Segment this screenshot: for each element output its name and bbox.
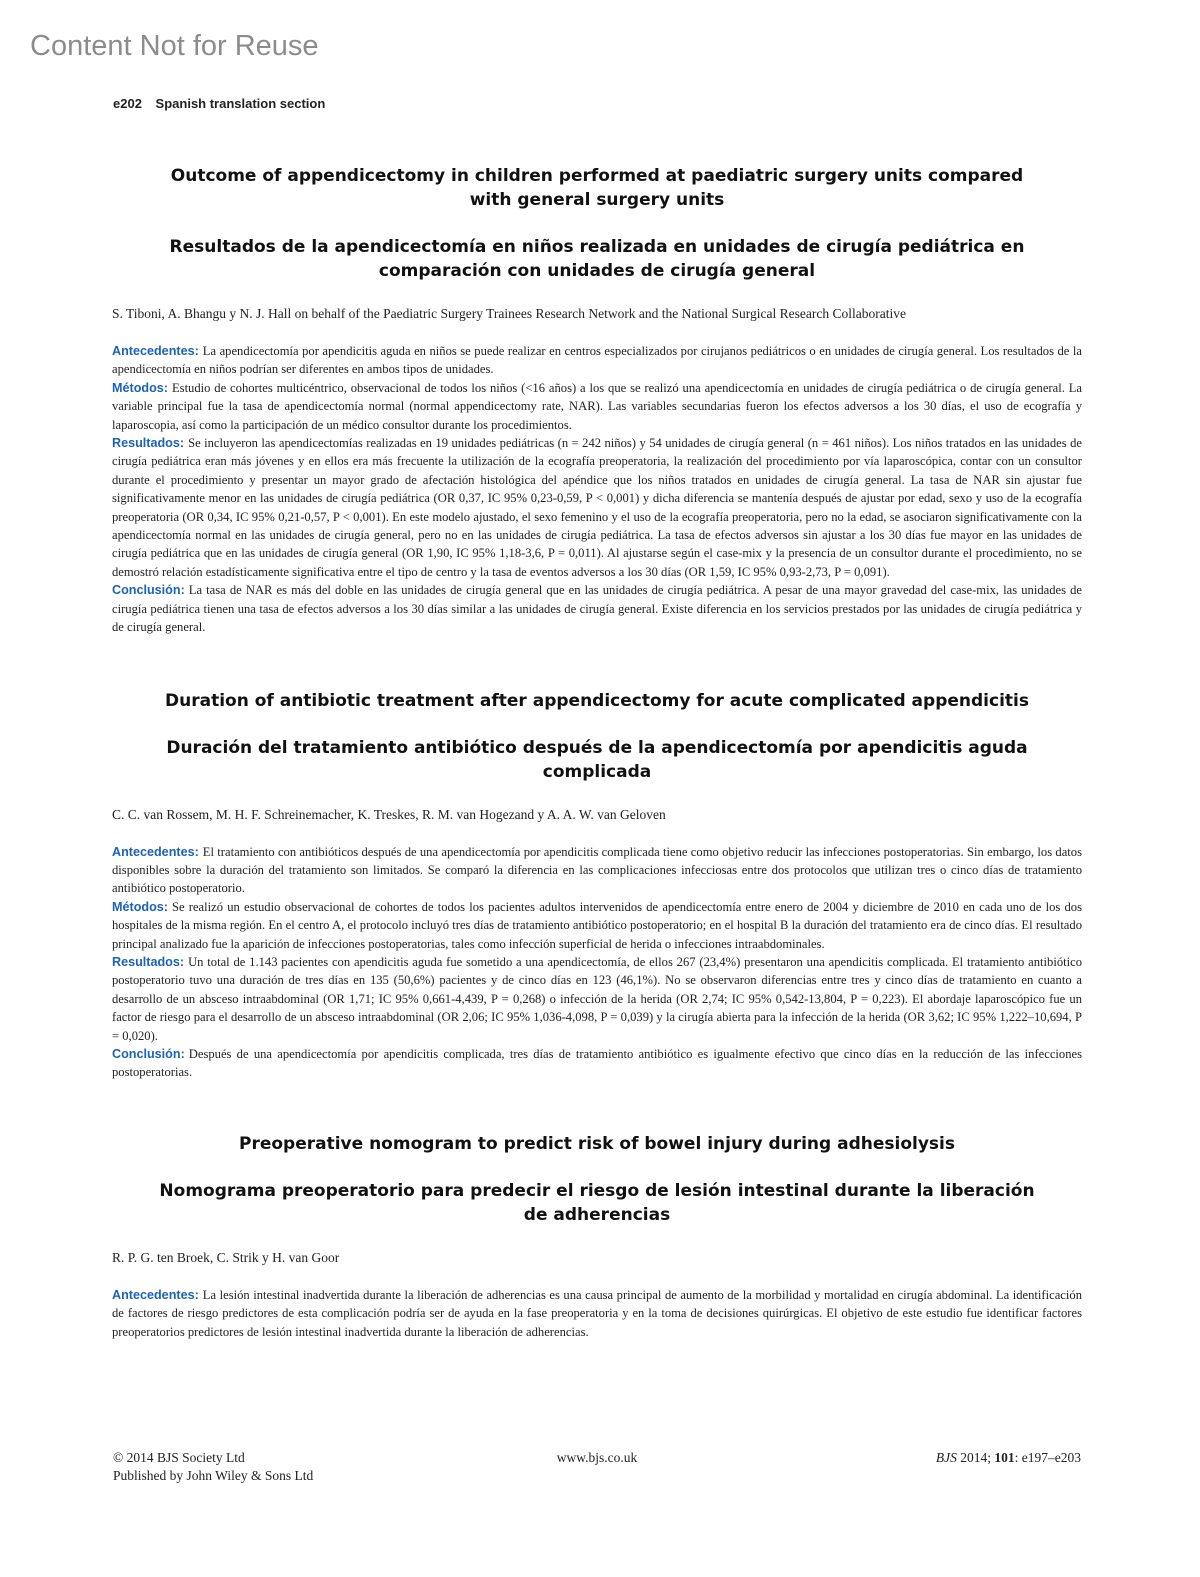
publisher: Published by John Wiley & Sons Ltd [113, 1468, 314, 1483]
article-title-es: Duración del tratamiento antibiótico después de la apendicectomía por apendicitis aguda complicada [166, 737, 1028, 782]
footer-url: www.bjs.co.uk [556, 1450, 638, 1465]
section-text: Se incluyeron las apendicectomías realizadas en 19 unidades pediátricas (n = 242 niños) y 54 unidades de cirugía general (n = 461 niños). Los niños tratados en las unidades de cirugía pediátrica eran más jóvenes y en ellos era más frecuente la utilización de la ecografía preoperatoria, la realización del procedimiento por vía laparoscópica, contar con un consultor durante el procedimiento y presentar un mayor grado de afectación histológica del apéndice que los niños tratados en unidades de cirugía general. La tasa de NAR sin ajustar fue significativamente menor en las unidades de cirugía pediátrica (OR 0,37, IC 95% 0,23-0,59, P < 0,001) y dicha diferencia se mantenía después de ajustar por edad, sexo y uso de la ecografía preoperatoria (OR 0,34, IC 95% 0,21-0,57, P < 0,001). En este modelo ajustado, el sexo femenino y el uso de la ecografía preoperatoria, pero no la edad, se asociaron significativamente con la apendicectomía normal en las unidades de cirugía general, pero no en las unidades de cirugía pediátrica. La tasa de efectos adversos sin ajustar a los 30 días fue mayor en las unidades de cirugía pediátrica que en las unidades de cirugía general (OR 1,90, IC 95% 1,18-3,6, P = 0,011). Al ajustarse según el case-mix y la presencia de un consultor durante el procedimiento, no se demostró relación estadísticamente significativa entre el tipo de centro y la tasa de eventos adversos a los 30 días (OR 1,59, IC 95% 0,93-2,73, P = 0,091). [112, 436, 1082, 579]
journal-name: BJS [935, 1450, 957, 1465]
article-authors: R. P. G. ten Broek, C. Strik y H. van Goor [112, 1249, 340, 1265]
abstract-section [112, 843, 1082, 898]
section-text: La apendicectomía por apendicitis aguda en niños se puede realizar en centros especializados por cirujanos pediátricos o en unidades de cirugía general. Los resultados de la apendicectomía en niños podrían ser diferentes en ambos tipos de unidades. [112, 344, 1082, 377]
abstract-section [112, 1045, 1082, 1082]
article-title-en: Outcome of appendicectomy in children performed at paediatric surgery units compared with general surgery units [170, 166, 1024, 210]
journal-pages: : e197–e203 [1014, 1450, 1081, 1465]
abstract [112, 342, 1082, 637]
abstract [112, 843, 1082, 1082]
copyright: © 2014 BJS Society Ltd [113, 1450, 245, 1465]
abstract-section [112, 581, 1082, 636]
section-label: Conclusión: [112, 583, 185, 598]
article-title-es: Nomograma preoperatorio para predecir el riesgo de lesión intestinal durante la liberación de adherencias [159, 1180, 1035, 1225]
abstract-section [112, 342, 1082, 379]
section-label: Resultados: [112, 954, 185, 969]
section-label: Conclusión: [112, 1046, 185, 1061]
section-name: Spanish translation section [155, 96, 326, 111]
abstract-section [112, 1286, 1082, 1341]
section-label: Métodos: [112, 380, 168, 395]
abstract-section [112, 898, 1082, 953]
journal-citation [936, 1449, 1081, 1467]
watermark: Content Not for Reuse [30, 30, 319, 62]
section-label: Antecedentes: [112, 844, 199, 859]
article-title-es: Resultados de la apendicectomía en niños realizada en unidades de cirugía pediátrica en comparación con unidades de cirugía general [169, 237, 1025, 281]
section-text: El tratamiento con antibióticos después de una apendicectomía por apendicitis complicada tiene como objetivo reducir las infecciones postoperatorias. Sin embargo, los datos disponibles sobre la duración del tratamiento son limitados. Se comparó la diferencia en las complicaciones infecciosas entre dos protocolos que utilizan tres o cinco días de tratamiento antibiótico postoperatorio. [112, 844, 1082, 896]
article-authors: S. Tiboni, A. Bhangu y N. J. Hall on behalf of the Paediatric Surgery Trainees Research Network and the National Surgical Research Collaborative [112, 306, 906, 321]
abstract [112, 1286, 1082, 1341]
article-authors: C. C. van Rossem, M. H. F. Schreinemacher, K. Treskes, R. M. van Hogezand y A. A. W. van Geloven [112, 806, 666, 822]
section-label: Antecedentes: [112, 1287, 199, 1302]
article-1 [112, 164, 1082, 637]
running-head [113, 96, 325, 111]
page-number: e202 [113, 96, 142, 111]
article-2 [112, 689, 1082, 1082]
section-text: Después de una apendicectomía por apendicitis complicada, tres días de tratamiento antibiótico es igualmente efectivo que cinco días en la reducción de las infecciones postoperatorias. [112, 1046, 1082, 1080]
journal-volume: 101 [994, 1450, 1015, 1465]
section-text: La lesión intestinal inadvertida durante la liberación de adherencias es una causa principal de aumento de la morbilidad y mortalidad en cirugía abdominal. La identificación de factores de riesgo predictores de esta complicación podría ser de ayuda en la fase preoperatoria y en la toma de decisiones quirúrgicas. El objetivo de este estudio fue identificar factores preoperatorios predictores de lesión intestinal inadvertida durante la liberación de adherencias. [112, 1287, 1082, 1339]
section-text: Se realizó un estudio observacional de cohortes de todos los pacientes adultos intervenidos de apendicectomía entre enero de 2004 y diciembre de 2010 en cada uno de los dos hospitales de la misma región. En el centro A, el protocolo incluyó tres días de tratamiento antibiótico postoperatorio; en el hospital B la duración del tratamiento era de cinco días. El resultado principal analizado fue la aparición de infecciones postoperatorias, tales como infección superficial de herida o infecciones intraabdominales. [112, 899, 1082, 951]
section-label: Métodos: [112, 899, 168, 914]
article-3 [112, 1132, 1082, 1341]
abstract-section [112, 379, 1082, 434]
section-text: Estudio de cohortes multicéntrico, observacional de todos los niños (<16 años) a los que se realizó una apendicectomía en unidades de cirugía pediátrica o de cirugía general. La variable principal fue la tasa de apendicectomía normal (normal appendicectomy rate, NAR). Las variables secundarias fueron los efectos adversos a los 30 días, el uso de ecografía y laparoscopia, así como la participación de un médico consultor durante los procedimientos. [112, 380, 1082, 432]
section-text: Un total de 1.143 pacientes con apendicitis aguda fue sometido a una apendicectomía, de ellos 267 (23,4%) presentaron una apendicitis complicada. El tratamiento antibiótico postoperatorio tuvo una duración de tres días en 135 (50,6%) pacientes y de cinco días en 123 (46,1%). No se observaron diferencias entre tres y cinco días de tratamiento en cuanto a desarrollo de un absceso intraabdominal (OR 1,71; IC 95% 0,661-4,439, P = 0,268) o infección de la herida (OR 2,74; IC 95% 0,542-13,804, P = 0,223). El abordaje laparoscópico fue un factor de riesgo para el desarrollo de un absceso intraabdominal (OR 2,06; IC 95% 1,036-4,098, P = 0,039) y la cirugía abierta para la infección de la herida (OR 3,62; IC 95% 1,222–10,694, P = 0,020). [112, 954, 1082, 1043]
article-title-en: Duration of antibiotic treatment after appendicectomy for acute complicated appendicitis [165, 690, 1029, 711]
section-label: Resultados: [112, 436, 185, 451]
journal-year: 2014; [960, 1450, 991, 1465]
section-label: Antecedentes: [112, 344, 199, 358]
section-text: La tasa de NAR es más del doble en las unidades de cirugía general que en las unidades de cirugía pediátrica. A pesar de una mayor gravedad del case-mix, las unidades de cirugía pediátrica tienen una tasa de efectos adversos a los 30 días similar a las unidades de cirugía general. Existe diferencia en los servicios prestados por las unidades de cirugía pediátrica y de cirugía general. [112, 583, 1082, 635]
page-content [112, 164, 1082, 1341]
abstract-section [112, 434, 1082, 581]
abstract-section [112, 953, 1082, 1045]
article-title-en: Preoperative nomogram to predict risk of bowel injury during adhesiolysis [238, 1133, 955, 1154]
